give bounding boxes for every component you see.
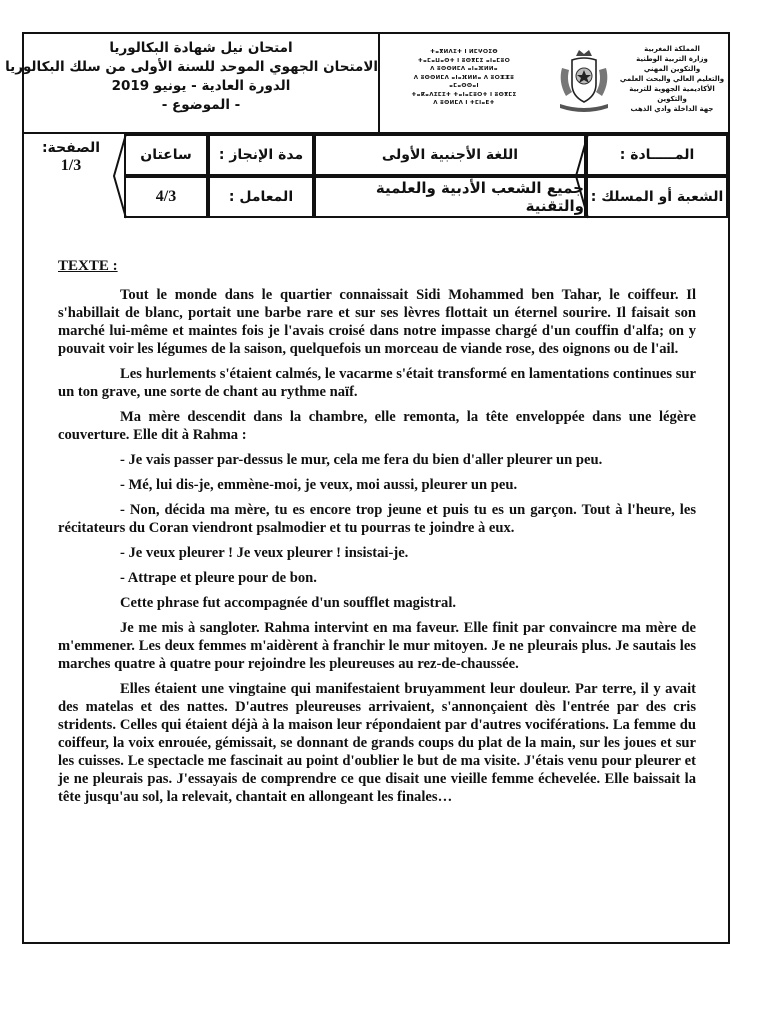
cell-separator-slant bbox=[110, 132, 130, 220]
ministry-line: جهة الداخلة وادي الذهب bbox=[630, 105, 714, 113]
tifinagh-line: ⴷ ⵓⵙⵍⵎⴷ ⵏ ⵜⵎⵏⴰⴹⵜ bbox=[433, 100, 495, 106]
duration-value: ساعتان bbox=[124, 134, 208, 176]
ministry-line: الأكاديمية الجهوية للتربية والتكوين bbox=[629, 85, 715, 103]
tifinagh-line: ⴷ ⵓⵙⵙⵍⵎⴷ ⴰⵏⴰⴼⵍⵍⴰ ⴷ ⵓⵔⵣⵣⵓ ⴰⵎⴰⵙⵙⴰⵏ bbox=[413, 74, 515, 89]
tifinagh-line: ⵜⴰⵎⴰⵡⴰⵙⵜ ⵏ ⵓⵙⴳⵎⵉ ⴰⵏⴰⵎⵓⵔ bbox=[417, 57, 511, 64]
ministry-line: المملكة المغربية bbox=[644, 45, 700, 53]
exam-title-line: الامتحان الجهوي الموحد للسنة الأولى من سلك البكالوريا bbox=[5, 59, 378, 75]
page-value: 1/3 bbox=[60, 157, 82, 174]
reading-passage bbox=[58, 286, 696, 813]
passage-paragraph: Ma mère descendit dans la chambre, elle remonta, la tête enveloppée dans une légère couverture. Elle dit à Rahma : bbox=[58, 409, 696, 443]
passage-paragraph: - Non, décida ma mère, tu es encore trop jeune et puis tu es un garçon. Tout à l'heure, les récitateurs du Coran viendront psalmodier et tu pourras te joindre à eux. bbox=[58, 502, 696, 536]
tifinagh-line: ⵜⴰⴳⵍⴷⵉⵜ ⵏ ⵍⵎⵖⵔⵉⴱ bbox=[430, 49, 498, 55]
coefficient-value: 4/3 bbox=[124, 176, 208, 218]
exam-header bbox=[5, 34, 728, 134]
tifinagh-line: ⵜⴰⴽⴰⴷⵉⵎⵉⵜ ⵜⴰⵏⴰⵎⵓⵔⵜ ⵏ ⵓⵙⴳⵎⵉ bbox=[411, 91, 517, 98]
subject-value: اللغة الأجنبية الأولى bbox=[314, 134, 586, 176]
page-label: الصفحة: bbox=[41, 140, 101, 156]
ministry-line: والتعليم العالي والبحث العلمي bbox=[619, 75, 725, 83]
passage-paragraph: - Je veux pleurer ! Je veux pleurer ! insistai-je. bbox=[120, 545, 409, 561]
passage-paragraph: Les hurlements s'étaient calmés, le vacarme s'était transformé en lamentations continues sur un ton grave, une sorte de chant au rythme naïf. bbox=[58, 366, 696, 400]
stream-value: جميع الشعب الأدبية والعلمية والتقنية bbox=[314, 176, 586, 218]
exam-title-block bbox=[5, 34, 380, 132]
exam-title-line: امتحان نيل شهادة البكالوريا bbox=[109, 40, 293, 56]
passage-paragraph: - Attrape et pleure pour de bon. bbox=[120, 570, 317, 586]
ministry-line: والتكوين المهني bbox=[643, 65, 701, 73]
passage-paragraph: Elles étaient une vingtaine qui manifestaient bruyamment leur douleur. Par terre, il y avait des matelas et des nattes. D'autres pleureuses arrivaient, s'annonçaient dès l'entrée par des cris stridents. Celles qui étaient déjà à la maison leur répondaient par d'autres vociférations. La femme du coiffeur, la voix enrouée, gémissait, se donnant de grands coups du plat de la main, sur les joues et sur les cuisses. Le spectacle me fascinait au point d'oublier le but de ma visite. J'étais venu pour pleurer et je ne pleurais pas. J'essayais de comprendre ce que disait une vieille femme échevelée. Elle baissait la tête jusqu'au sol, la relevait, chantait en allongeant les finales… bbox=[58, 681, 696, 805]
tifinagh-line: ⴷ ⵓⵙⵙⵍⵎⴷ ⴰⵏⴰⴼⵍⵍⴰ bbox=[430, 66, 498, 72]
exam-info-grid bbox=[24, 132, 728, 220]
duration-label: مدة الإنجاز : bbox=[208, 134, 314, 176]
coefficient-label: المعامل : bbox=[208, 176, 314, 218]
exam-subject-heading: - الموضوع - bbox=[161, 97, 241, 113]
passage-paragraph: - Mé, lui dis-je, emmène-moi, je veux, moi aussi, pleurer un peu. bbox=[120, 477, 518, 493]
passage-paragraph: Tout le monde dans le quartier connaissait Sidi Mohammed ben Tahar, le coiffeur. Il s'habillait de blanc, portait une barbe rare et sur ses lèvres flottait un éternel sourire. Il faisait son marché lui-même et maintes fois je l'avais croisé dans notre impasse chargé d'un couffin d'alfa; on y pouvait voir les légumes de la saison, quelquefois un morceau de viande rose, des oignons ou de l'ail. bbox=[58, 287, 696, 357]
passage-paragraph: Cette phrase fut accompagnée d'un soufflet magistral. bbox=[120, 595, 457, 611]
moroccan-coat-of-arms-icon bbox=[554, 46, 614, 116]
stream-label: الشعبة أو المسلك : bbox=[586, 176, 728, 218]
tifinagh-institution-block bbox=[408, 48, 520, 108]
ministry-block bbox=[618, 44, 726, 114]
passage-paragraph: Je me mis à sangloter. Rahma intervint en ma faveur. Elle finit par convaincre ma mère de m'emmener. Les deux femmes m'aidèrent à franchir le mur mitoyen. Je ne pleurais plus. Je sautais les marches quatre à quatre pour rejoindre les pleureuses au rez-de-chaussée. bbox=[58, 620, 696, 672]
subject-label: المـــــادة : bbox=[586, 134, 728, 176]
passage-paragraph: - Je vais passer par-dessus le mur, cela me fera du bien d'aller pleurer un peu. bbox=[120, 452, 603, 468]
exam-session-line: الدورة العادية - يونيو 2019 bbox=[111, 78, 291, 94]
text-section-heading: TEXTE : bbox=[58, 258, 118, 274]
cell-separator-slant bbox=[572, 132, 592, 220]
ministry-line: وزارة التربية الوطنية bbox=[636, 55, 708, 63]
